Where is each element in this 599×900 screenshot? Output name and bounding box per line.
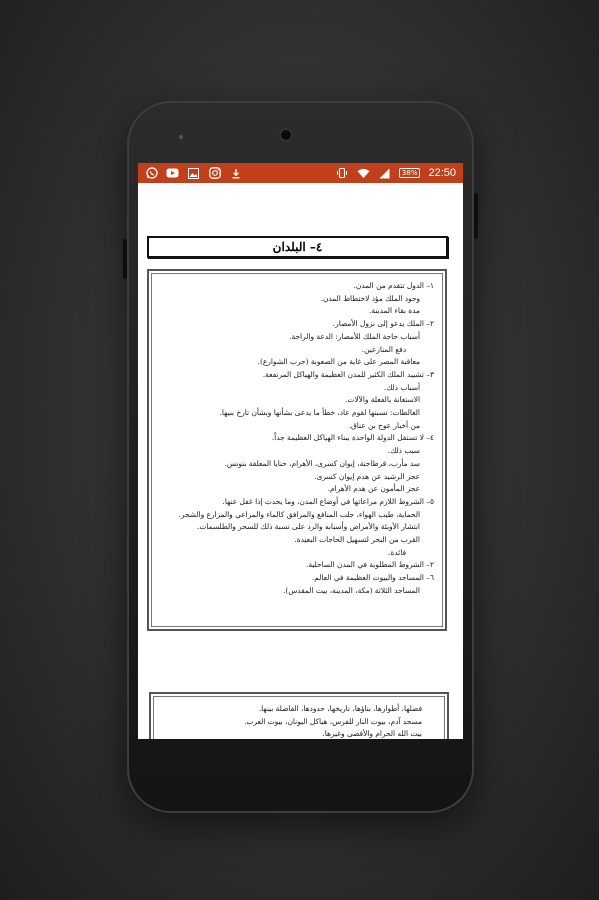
- content-line: الاستعانة بالفعلة والآلات.: [345, 395, 420, 405]
- youtube-icon: [166, 167, 179, 180]
- content-line: مسجد آدم، بيوت النار للفرس، هياكل اليونان، بيوت العرب.: [244, 716, 422, 726]
- power-button[interactable]: [474, 193, 478, 239]
- content-line: ٢– الملك يدعو إلى نزول الأمصار.: [332, 319, 434, 329]
- whatsapp-icon: [145, 167, 158, 180]
- content-line: الحماية، طيب الهواء، جلب المنافع والمرافق كالماء والمراعي والمزارع والشجر.: [178, 509, 420, 519]
- download-icon: [229, 167, 242, 180]
- content-line: أسباب حاجة الملك للأمصار: الدعة والراحة.: [289, 331, 420, 341]
- content-line: سبب ذلك.: [387, 446, 420, 456]
- content-line: عجز المأمون عن هدم الأهرام.: [327, 484, 420, 494]
- content-line: سد مأرب، قرطاجنة، إيوان كسرى، الأهرام، حنايا المعلقة بتونس.: [224, 458, 420, 468]
- instagram-icon: [208, 167, 221, 180]
- contents-list-page2: [153, 696, 445, 739]
- front-camera: [279, 128, 293, 142]
- content-line: فضلها، أطوارها، بناؤها، تاريخها، حدودها، الفاضلة بينها.: [258, 704, 422, 713]
- content-line: وجود الملك مؤذ لاختطاط المدن.: [320, 293, 420, 303]
- proximity-sensor: [179, 135, 183, 139]
- volume-button[interactable]: [123, 239, 127, 279]
- phone-frame: [127, 101, 474, 813]
- content-line: ٥– الشروط اللازم مراعاتها في أوضاع المدن، وما يحدث إذا غفل عنها.: [222, 496, 434, 506]
- content-line: انتشار الأوبئة والأمراض وأسبابه والرد على نسبة ذلك للسحر والطلسمات.: [197, 522, 420, 532]
- section-title: ٤– البلدان: [147, 236, 448, 258]
- content-line: من أخبار عوج بن عناق.: [348, 420, 420, 430]
- vibrate-icon: [336, 167, 349, 180]
- signal-icon: [378, 167, 391, 180]
- wifi-icon: [357, 167, 370, 180]
- content-line: القرب من البحر لتسهيل الحاجات البعيدة.: [294, 535, 420, 545]
- content-line: ٣– تشييد الملك الكثير للمدن العظيمة والهياكل المرتفعة.: [262, 369, 434, 379]
- screen: [138, 163, 463, 739]
- content-line: ١– الدول تتقدم من المدن.: [353, 281, 434, 290]
- content-line: بيت الله الحرام والأقصى وغيرها.: [322, 729, 422, 739]
- content-line: ٦– المساجد والبيوت العظيمة في العالم.: [311, 573, 434, 583]
- battery-indicator: 38%: [399, 168, 421, 178]
- image-icon: [187, 167, 200, 180]
- contents-frame: [147, 269, 447, 631]
- content-line: المساجد الثلاثة (مكة، المدينة، بيت المقدس).: [283, 585, 420, 595]
- content-line: عجز الرشيد عن هدم إيوان كسرى.: [314, 471, 420, 481]
- contents-frame-page2: [149, 692, 449, 739]
- content-line: ٤– لا تستقل الدولة الواحدة ببناء الهياكل العظيمة جداً.: [271, 433, 434, 443]
- content-line: فائدة.: [388, 547, 406, 557]
- clock: 22:50: [428, 167, 456, 179]
- contents-list: [151, 273, 443, 627]
- status-bar: [138, 163, 463, 183]
- content-line: أسباب ذلك.: [383, 382, 420, 392]
- content-line: ٢– الشروط المطلوبة في المدن الساحلية.: [305, 560, 434, 570]
- content-line: دفع المنازعين.: [361, 344, 406, 354]
- content-line: الغالطات: نسبتها لقوم عاد، خطأ ما يدعى بشأنها وبشأن تارخ بنيها.: [219, 408, 420, 418]
- system-indicators: [336, 167, 456, 180]
- content-line: مدة بقاء المدينة.: [369, 306, 420, 316]
- notification-icons: [145, 167, 242, 180]
- content-line: معاقبة المصر على غاية من الصعوبة (حرب الشوارع).: [257, 357, 420, 367]
